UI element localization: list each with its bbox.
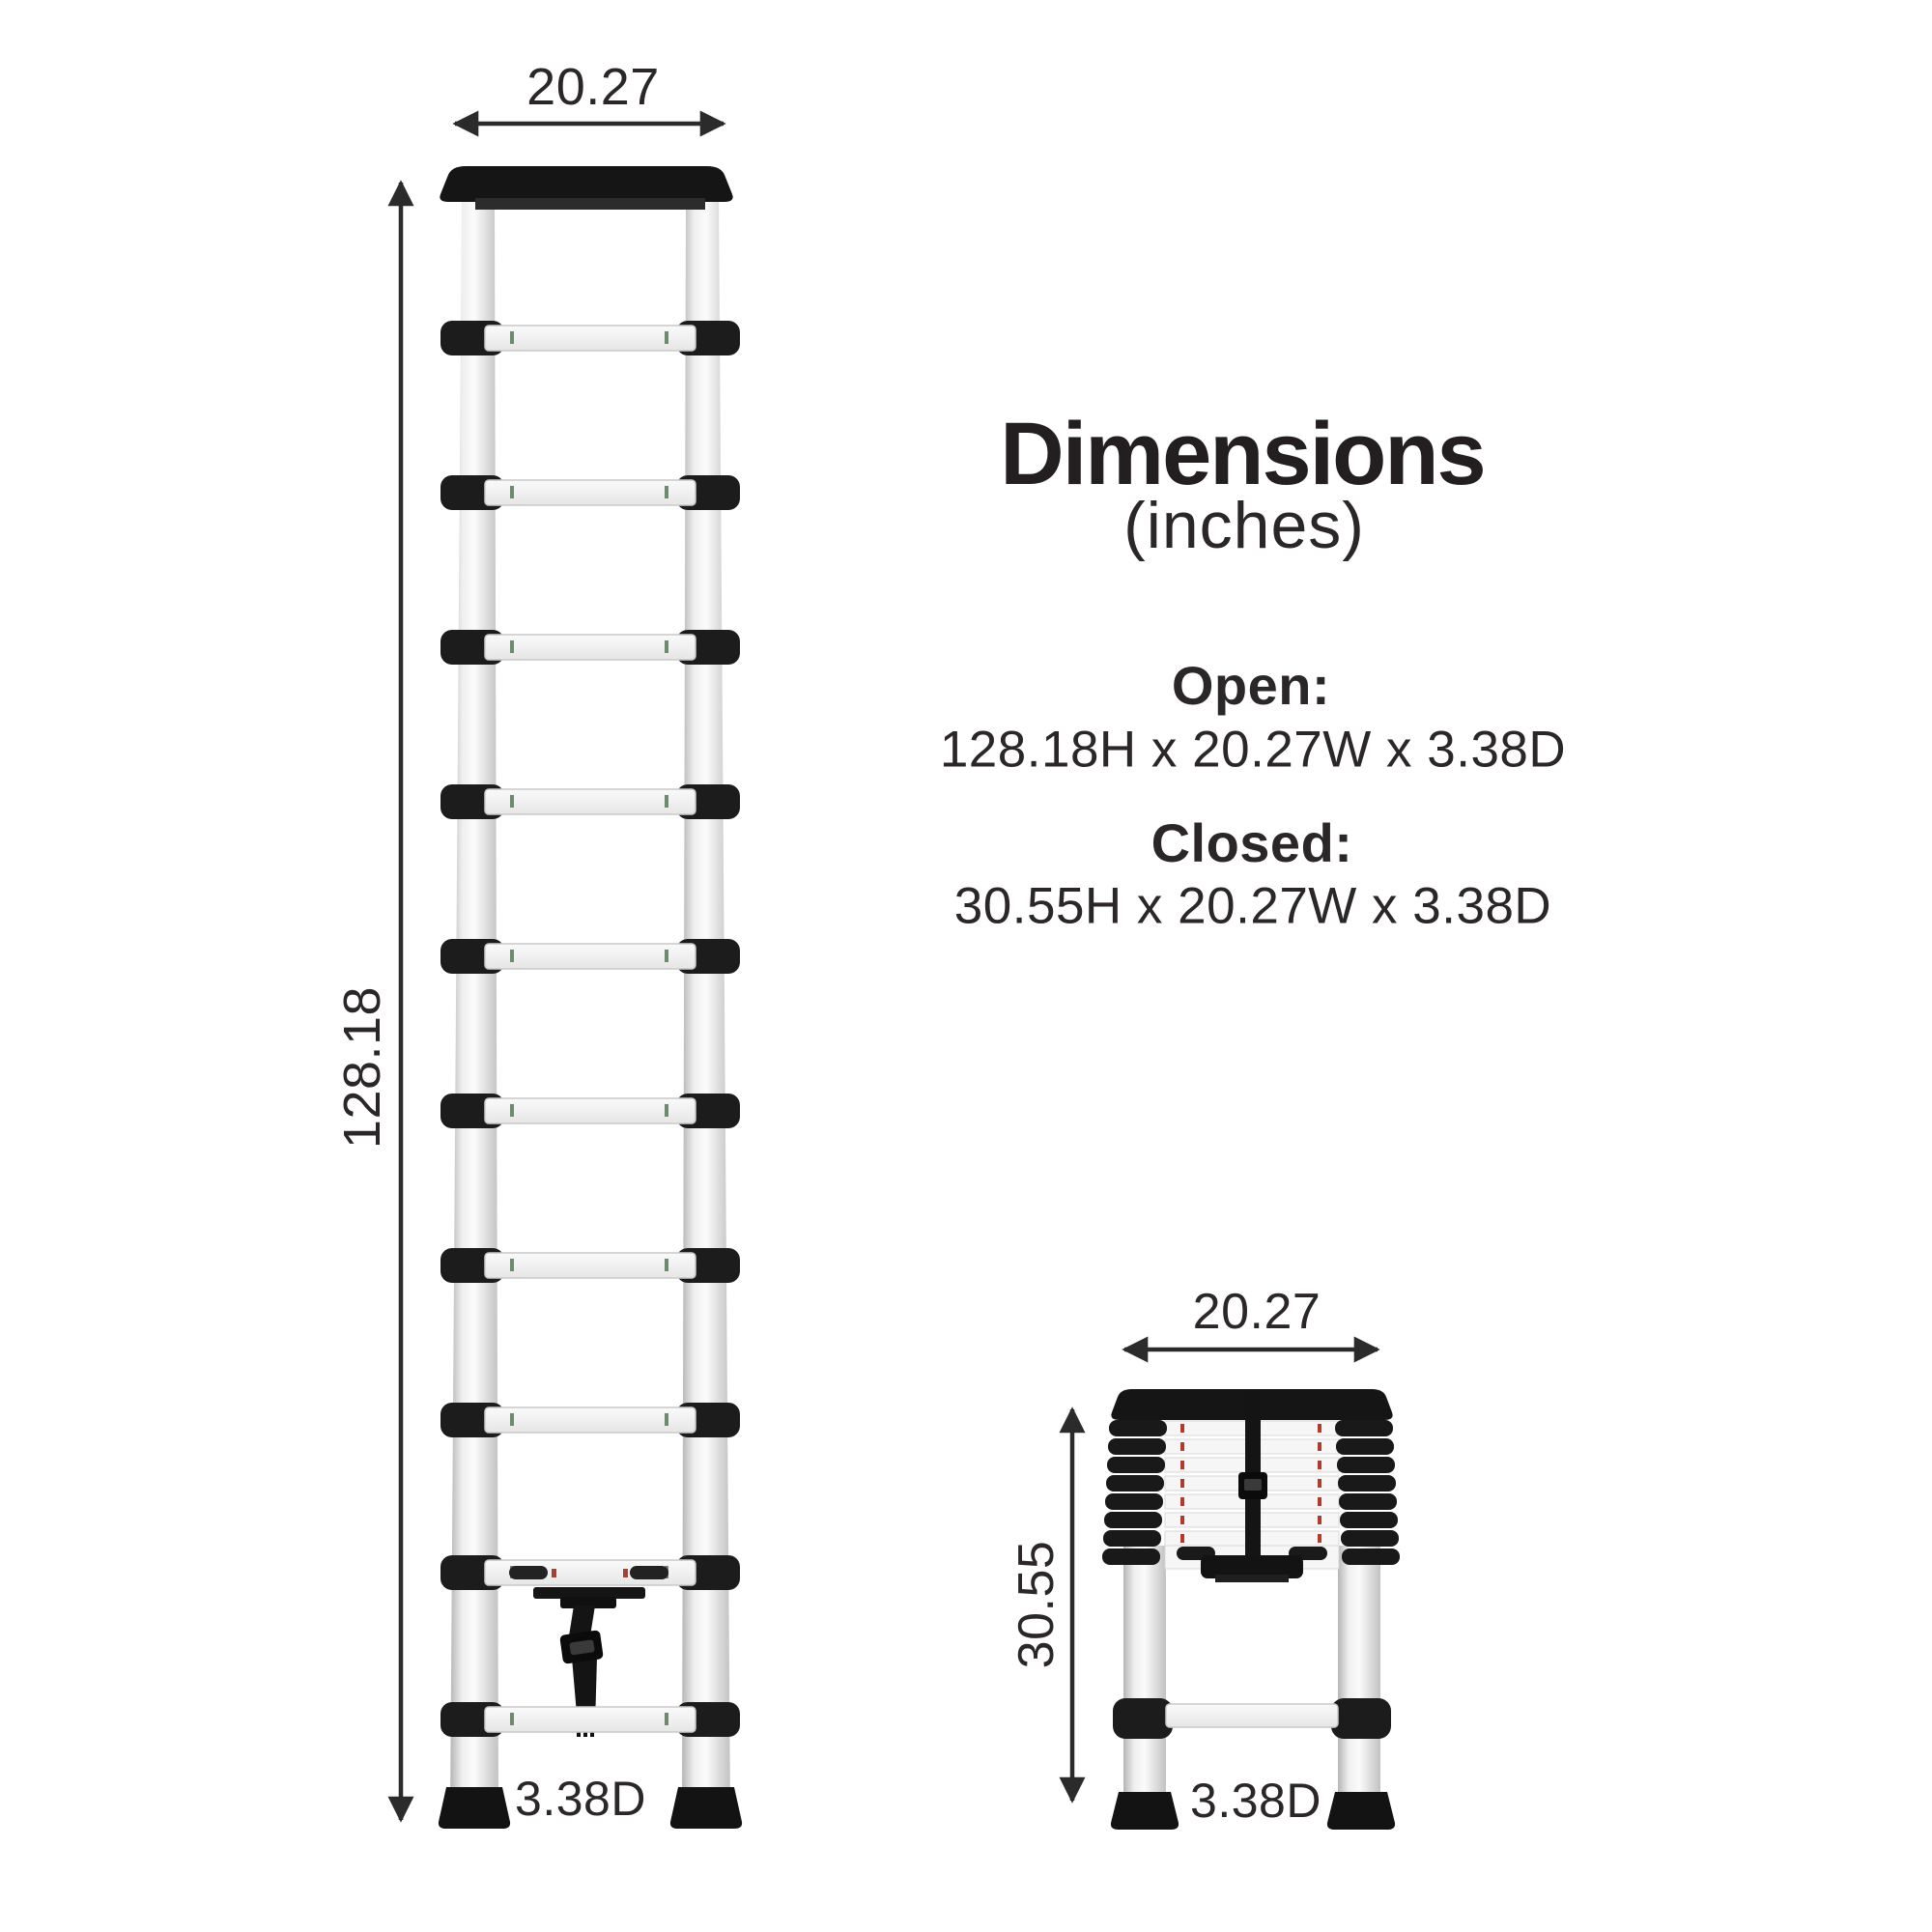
closed-spec-label: Closed: xyxy=(1151,812,1353,873)
page-title: Dimensions xyxy=(1000,405,1485,503)
open-spec-label: Open: xyxy=(1171,655,1331,716)
open-spec-value: 128.18H x 20.27W x 3.38D xyxy=(939,721,1567,779)
closed-bottom-rung xyxy=(1113,1698,1391,1739)
closed-spec-value: 30.55H x 20.27W x 3.38D xyxy=(953,877,1552,935)
closed-ladder-figure xyxy=(1005,1285,1410,1840)
closed-latch-handle xyxy=(1201,1555,1303,1582)
closed-width-label: 20.27 xyxy=(1192,1284,1321,1340)
closed-height-label: 30.55 xyxy=(1009,1540,1065,1669)
closed-depth-label: 3.38D xyxy=(1190,1774,1321,1828)
page-subtitle: (inches) xyxy=(1123,489,1365,562)
ladder-top-cap xyxy=(440,166,732,210)
open-ladder-figure xyxy=(333,48,763,1855)
open-width-label: 20.27 xyxy=(526,58,660,116)
open-height-label: 128.18 xyxy=(333,985,391,1150)
open-depth-label: 3.38D xyxy=(515,1772,646,1826)
